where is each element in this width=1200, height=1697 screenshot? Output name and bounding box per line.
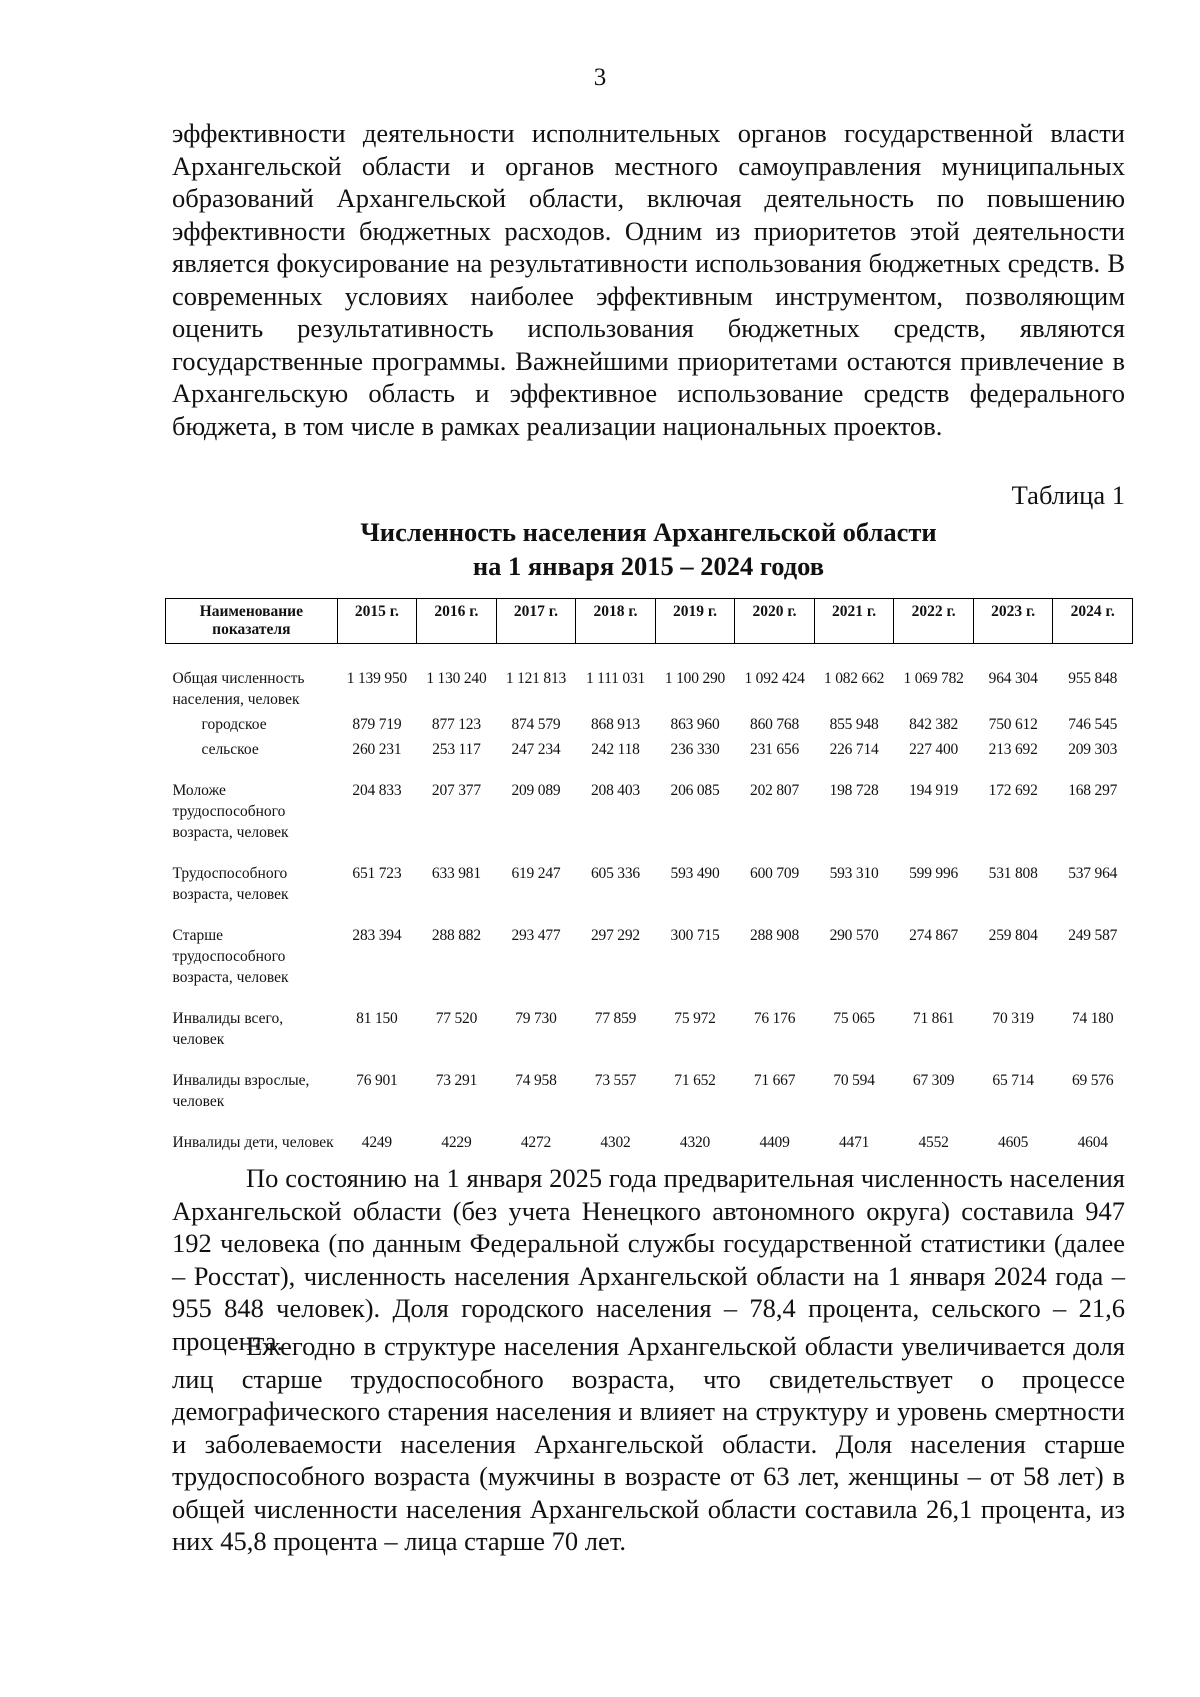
table-cell: 207 377 bbox=[431, 782, 481, 799]
table-row bbox=[166, 668, 1133, 714]
table-cell: 194 919 bbox=[909, 782, 959, 799]
table-cell: 76 901 bbox=[356, 1072, 398, 1089]
table-cell: 537 964 bbox=[1068, 865, 1118, 882]
table-cell: 71 861 bbox=[912, 1010, 955, 1027]
table-cell: 198 728 bbox=[829, 782, 879, 799]
table-cell: 1 069 782 bbox=[903, 670, 964, 687]
table-row bbox=[166, 1070, 1133, 1132]
table-cell: 226 714 bbox=[829, 741, 879, 758]
table-cell: 206 085 bbox=[670, 782, 720, 799]
row-label: сельское bbox=[201, 741, 259, 758]
table-cell: 209 303 bbox=[1068, 741, 1118, 758]
table-cell: 227 400 bbox=[909, 741, 959, 758]
table-cell: 600 709 bbox=[750, 865, 800, 882]
column-header: 2024 г. bbox=[1053, 599, 1133, 644]
table-cell: 77 520 bbox=[435, 1010, 478, 1027]
table-cell: 77 859 bbox=[594, 1010, 637, 1027]
table-caption: Таблица 1 bbox=[1011, 480, 1125, 510]
table-cell: 1 111 031 bbox=[585, 670, 646, 687]
table-cell: 874 579 bbox=[511, 716, 561, 733]
table-cell: 213 692 bbox=[988, 741, 1038, 758]
column-header: 2021 г. bbox=[814, 599, 894, 644]
table-cell: 750 612 bbox=[988, 716, 1038, 733]
table-cell: 4409 bbox=[759, 1134, 790, 1151]
table-header-row bbox=[166, 599, 1133, 644]
table-cell: 877 123 bbox=[431, 716, 481, 733]
row-label: Моложе трудоспособного возраста, человек bbox=[172, 782, 289, 841]
table-cell: 746 545 bbox=[1068, 716, 1118, 733]
table-cell: 4320 bbox=[679, 1134, 711, 1151]
table-row bbox=[166, 1132, 1133, 1153]
table-cell: 73 557 bbox=[594, 1072, 637, 1089]
table-cell: 4471 bbox=[838, 1134, 870, 1151]
table-cell: 633 981 bbox=[431, 865, 481, 882]
table-cell: 1 139 950 bbox=[346, 670, 407, 687]
table-cell: 1 130 240 bbox=[426, 670, 487, 687]
table-row bbox=[166, 1008, 1133, 1070]
table-cell: 955 848 bbox=[1068, 670, 1118, 687]
table-cell: 74 180 bbox=[1071, 1010, 1114, 1027]
column-header: 2019 г. bbox=[655, 599, 735, 644]
table-cell: 202 807 bbox=[750, 782, 800, 799]
population-table bbox=[165, 598, 1133, 1153]
table-cell: 531 808 bbox=[988, 865, 1038, 882]
table-title-line-1: Численность населения Архангельской области bbox=[360, 517, 937, 547]
table-cell: 619 247 bbox=[511, 865, 561, 882]
row-label: Инвалиды всего, человек bbox=[172, 1010, 284, 1048]
table-cell: 4302 bbox=[600, 1134, 631, 1151]
table-cell: 288 882 bbox=[431, 927, 481, 944]
table-cell: 855 948 bbox=[829, 716, 879, 733]
table-cell: 76 176 bbox=[753, 1010, 796, 1027]
table-cell: 75 972 bbox=[674, 1010, 716, 1027]
table-cell: 168 297 bbox=[1068, 782, 1118, 799]
column-header: 2018 г. bbox=[576, 599, 656, 644]
row-label: Инвалиды взрослые, человек bbox=[172, 1072, 310, 1110]
table-cell: 868 913 bbox=[590, 716, 640, 733]
column-header: Наименование показателя bbox=[166, 599, 338, 644]
table-cell: 297 292 bbox=[590, 927, 640, 944]
table-cell: 293 477 bbox=[511, 927, 561, 944]
paragraph-intro: эффективности деятельности исполнительных органов государственной власти Архангельской области и органов местного самоуправления муниципальных образований Архангельской области, включая деятельность по повышению эффективности бюджетных расходов. Одним из приоритетов этой деятельности является фокусирование на результативности использования бюджетных средств. В современных условиях наиболее эффективным инструментом, позволяющим оценить результативность использования бюджетных средств, являются государственные программы. Важнейшими приоритетами остаются привлечение в Архангельскую область и эффективное использование средств федерального бюджета, в том числе в рамках реализации национальных проектов. bbox=[172, 118, 1125, 441]
table-row bbox=[166, 863, 1133, 925]
table-cell: 81 150 bbox=[356, 1010, 398, 1027]
paragraph-population-2025: По состоянию на 1 января 2025 года предварительная численность населения Архангельской области (без учета Ненецкого автономного округа) составила 947 192 человека (по данным Федеральной службы государственной статистики (далее – Росстат), численность населения Архангельской области на 1 января 2024 года – 955 848 человек). Доля городского населения – 78,4 процента, сельского – 21,6 процента. bbox=[172, 1163, 1125, 1356]
table-cell: 288 908 bbox=[750, 927, 800, 944]
table-cell: 300 715 bbox=[670, 927, 720, 944]
table-cell: 242 118 bbox=[591, 741, 640, 758]
table-cell: 260 231 bbox=[352, 741, 402, 758]
table-cell: 4249 bbox=[361, 1134, 392, 1151]
table-cell: 964 304 bbox=[988, 670, 1038, 687]
table-cell: 75 065 bbox=[833, 1010, 875, 1027]
table-cell: 172 692 bbox=[988, 782, 1038, 799]
table-cell: 283 394 bbox=[352, 927, 402, 944]
row-label: Инвалиды дети, человек bbox=[172, 1134, 334, 1151]
table-title-line-2: на 1 января 2015 – 2024 годов bbox=[472, 551, 825, 581]
table-cell: 65 714 bbox=[992, 1072, 1034, 1089]
table-cell: 4552 bbox=[918, 1134, 949, 1151]
table-spacer bbox=[166, 644, 1133, 669]
table-cell: 231 656 bbox=[750, 741, 800, 758]
table-cell: 290 570 bbox=[829, 927, 879, 944]
table-cell: 593 310 bbox=[829, 865, 879, 882]
table-cell: 605 336 bbox=[590, 865, 640, 882]
table-cell: 651 723 bbox=[352, 865, 402, 882]
table-cell: 860 768 bbox=[750, 716, 800, 733]
column-header: 2020 г. bbox=[735, 599, 815, 644]
table-cell: 842 382 bbox=[909, 716, 959, 733]
column-header: 2016 г. bbox=[417, 599, 497, 644]
table-cell: 204 833 bbox=[352, 782, 402, 799]
row-label: городское bbox=[201, 716, 267, 733]
table-cell: 1 121 813 bbox=[505, 670, 567, 687]
table-cell: 209 089 bbox=[511, 782, 561, 799]
table-cell: 70 594 bbox=[833, 1072, 875, 1089]
table-cell: 74 958 bbox=[515, 1072, 557, 1089]
table-cell: 879 719 bbox=[352, 716, 402, 733]
table-cell: 4229 bbox=[441, 1134, 472, 1151]
page-number: 3 bbox=[593, 64, 607, 91]
table-cell: 67 309 bbox=[912, 1072, 955, 1089]
table-cell: 73 291 bbox=[435, 1072, 478, 1089]
column-header: 2015 г. bbox=[337, 599, 417, 644]
table-cell: 4272 bbox=[520, 1134, 552, 1151]
table-cell: 1 100 290 bbox=[664, 670, 726, 687]
table-row bbox=[166, 739, 1133, 780]
table-cell: 253 117 bbox=[432, 741, 481, 758]
table-cell: 79 730 bbox=[515, 1010, 557, 1027]
table-cell: 69 576 bbox=[1071, 1072, 1114, 1089]
paragraph-aging: Ежегодно в структуре населения Архангельской области увеличивается доля лиц старше трудоспособного возраста, что свидетельствует о процессе демографического старения населения и влияет на структуру и уровень смертности и заболеваемости населения Архангельской области. Доля населения старше трудоспособного возраста (мужчины в возрасте от 63 лет, женщины – от 58 лет) в общей численности населения Архангельской области составила 26,1 процента, из них 45,8 процента – лица старше 70 лет. bbox=[172, 1331, 1125, 1556]
table-row bbox=[166, 714, 1133, 739]
table-row bbox=[166, 780, 1133, 863]
table-cell: 1 092 424 bbox=[744, 670, 805, 687]
row-label: Старше трудоспособного возраста, человек bbox=[172, 927, 289, 986]
table-cell: 1 082 662 bbox=[823, 670, 885, 687]
column-header: 2017 г. bbox=[496, 599, 576, 644]
table-cell: 71 652 bbox=[674, 1072, 716, 1089]
table-title bbox=[172, 515, 1125, 583]
table-cell: 863 960 bbox=[670, 716, 720, 733]
table-cell: 274 867 bbox=[909, 927, 959, 944]
table-cell: 70 319 bbox=[992, 1010, 1034, 1027]
column-header: 2023 г. bbox=[973, 599, 1053, 644]
table-cell: 259 804 bbox=[988, 927, 1038, 944]
table-cell: 4605 bbox=[998, 1134, 1029, 1151]
table-cell: 249 587 bbox=[1068, 927, 1118, 944]
table-cell: 247 234 bbox=[511, 741, 561, 758]
table-cell: 236 330 bbox=[670, 741, 720, 758]
table-row bbox=[166, 925, 1133, 1008]
column-header: 2022 г. bbox=[894, 599, 974, 644]
table-cell: 593 490 bbox=[670, 865, 720, 882]
table-cell: 71 667 bbox=[753, 1072, 796, 1089]
table-cell: 4604 bbox=[1077, 1134, 1108, 1151]
row-label: Общая численность населения, человек bbox=[172, 670, 305, 708]
table-cell: 208 403 bbox=[590, 782, 640, 799]
row-label: Трудоспособного возраста, человек bbox=[172, 865, 289, 903]
table-cell: 599 996 bbox=[909, 865, 959, 882]
